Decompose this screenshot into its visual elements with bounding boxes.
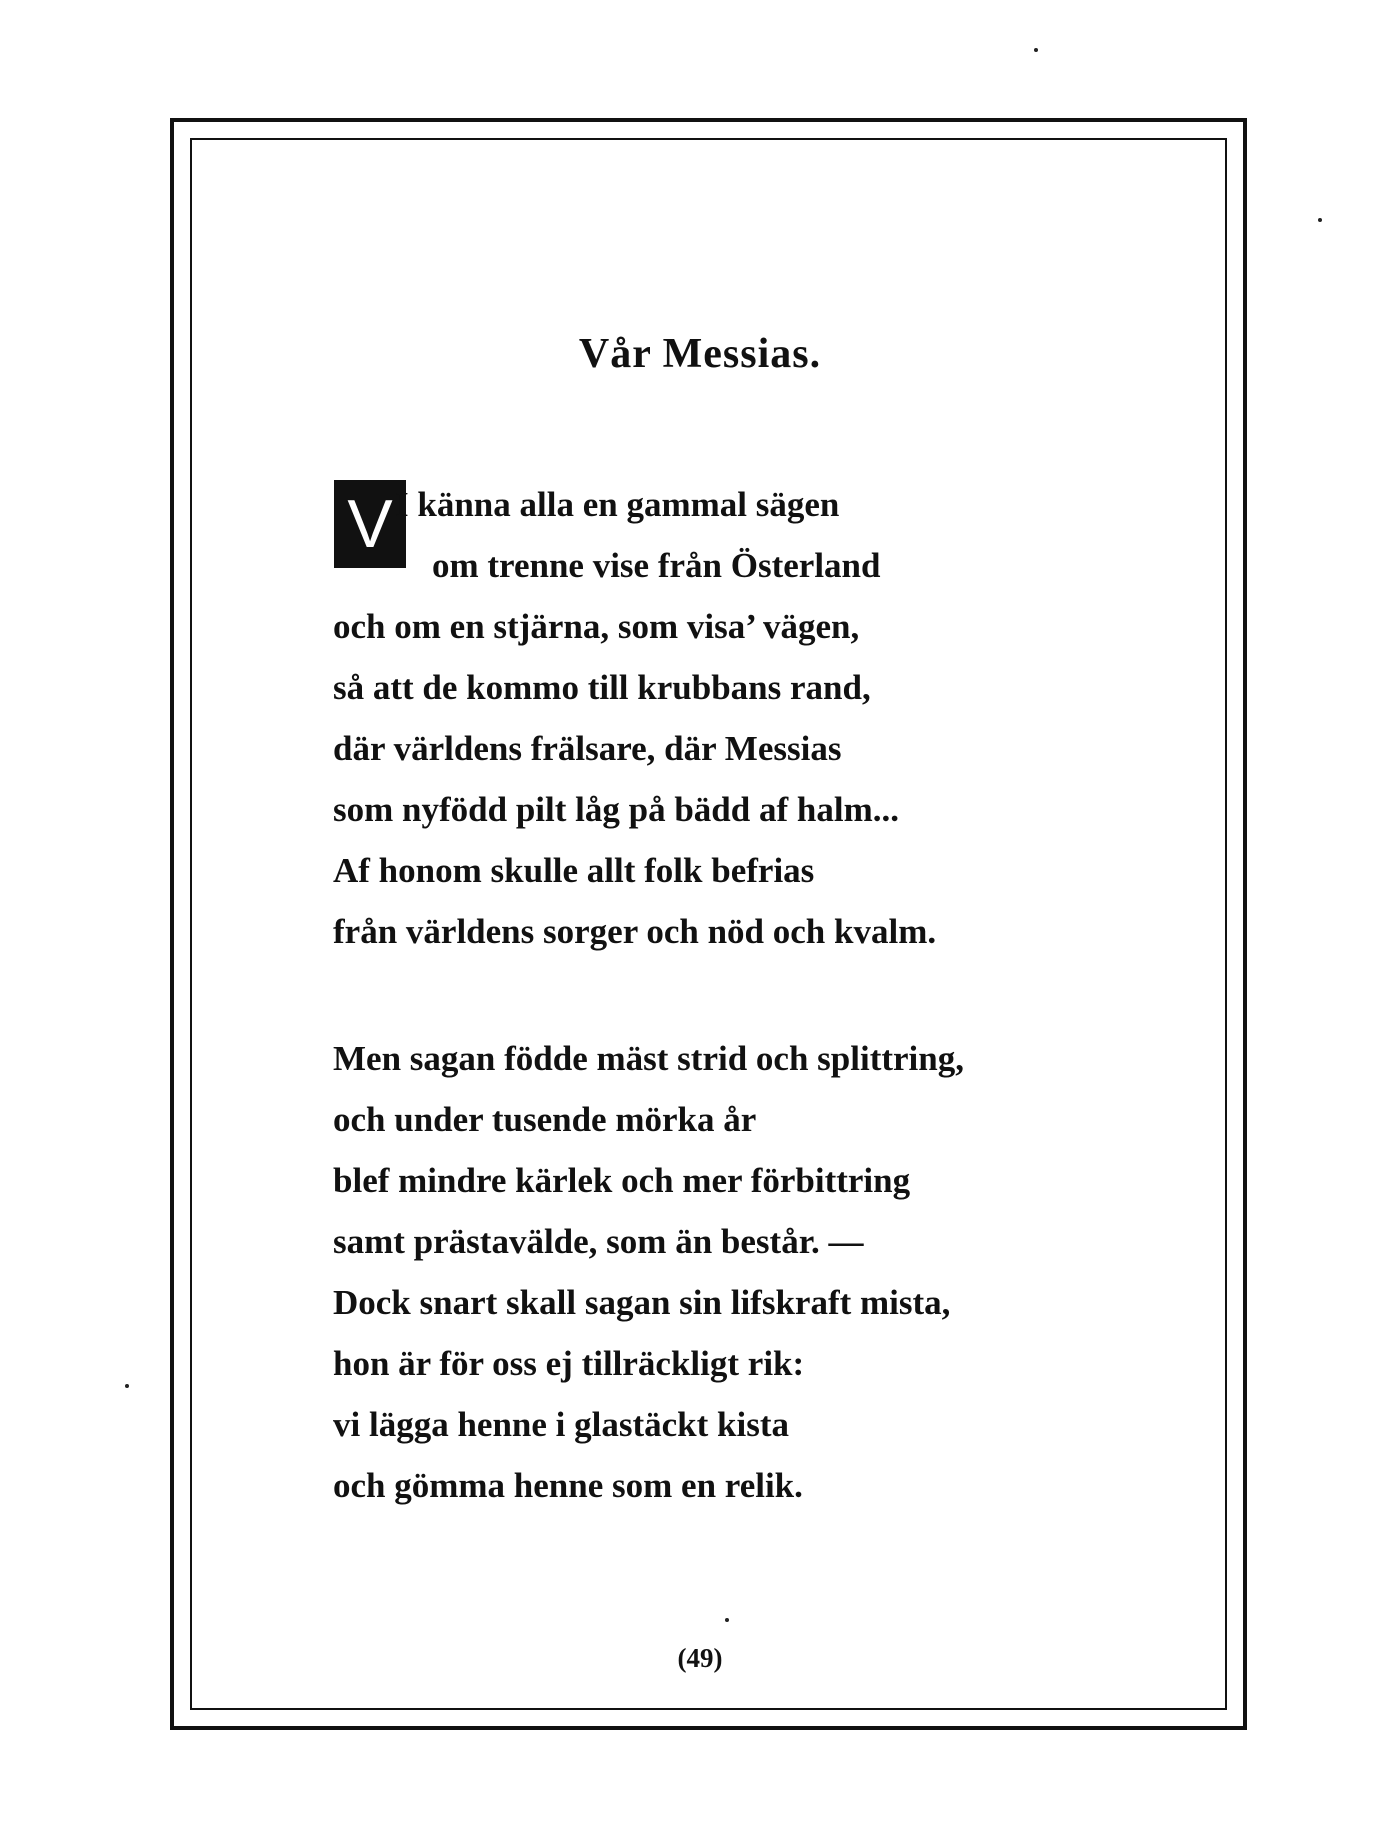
poem-line: Dock snart skall sagan sin lifskraft mista, <box>333 1283 951 1322</box>
poem-line: Men sagan födde mäst strid och splittring, <box>333 1039 964 1078</box>
page-number: (49) <box>677 1643 723 1673</box>
ink-speck <box>1318 218 1322 222</box>
poem-line: Af honom skulle allt folk befrias <box>333 851 815 890</box>
poem-line: I känna alla en gammal sägen <box>395 485 840 524</box>
poem-title: Vår Messias. <box>578 331 822 377</box>
ink-speck <box>1034 48 1038 52</box>
poem-line: där världens frälsare, där Messias <box>333 729 842 768</box>
ink-speck <box>125 1384 129 1388</box>
poem-line: samt prästavälde, som än består. — <box>333 1222 864 1261</box>
poem-line: blef mindre kärlek och mer förbittring <box>333 1161 911 1200</box>
poem-line: så att de kommo till krubbans rand, <box>333 668 871 707</box>
poem-line: och gömma henne som en relik. <box>333 1466 803 1505</box>
drop-cap-letter: V <box>347 486 393 562</box>
poem-line: om trenne vise från Österland <box>432 546 881 585</box>
poem-line: och under tusende mörka år <box>333 1100 757 1139</box>
poem-line: vi lägga henne i glastäckt kista <box>333 1405 790 1444</box>
poem-line: och om en stjärna, som visa’ vägen, <box>333 607 860 646</box>
poem-line: som nyfödd pilt låg på bädd af halm... <box>333 790 899 829</box>
poem-line: från världens sorger och nöd och kvalm. <box>333 912 937 951</box>
poem-line: hon är för oss ej tillräckligt rik: <box>333 1344 805 1383</box>
stanza-2 <box>333 1028 1153 1516</box>
ink-speck <box>725 1618 729 1622</box>
stanza-1 <box>333 474 1153 962</box>
